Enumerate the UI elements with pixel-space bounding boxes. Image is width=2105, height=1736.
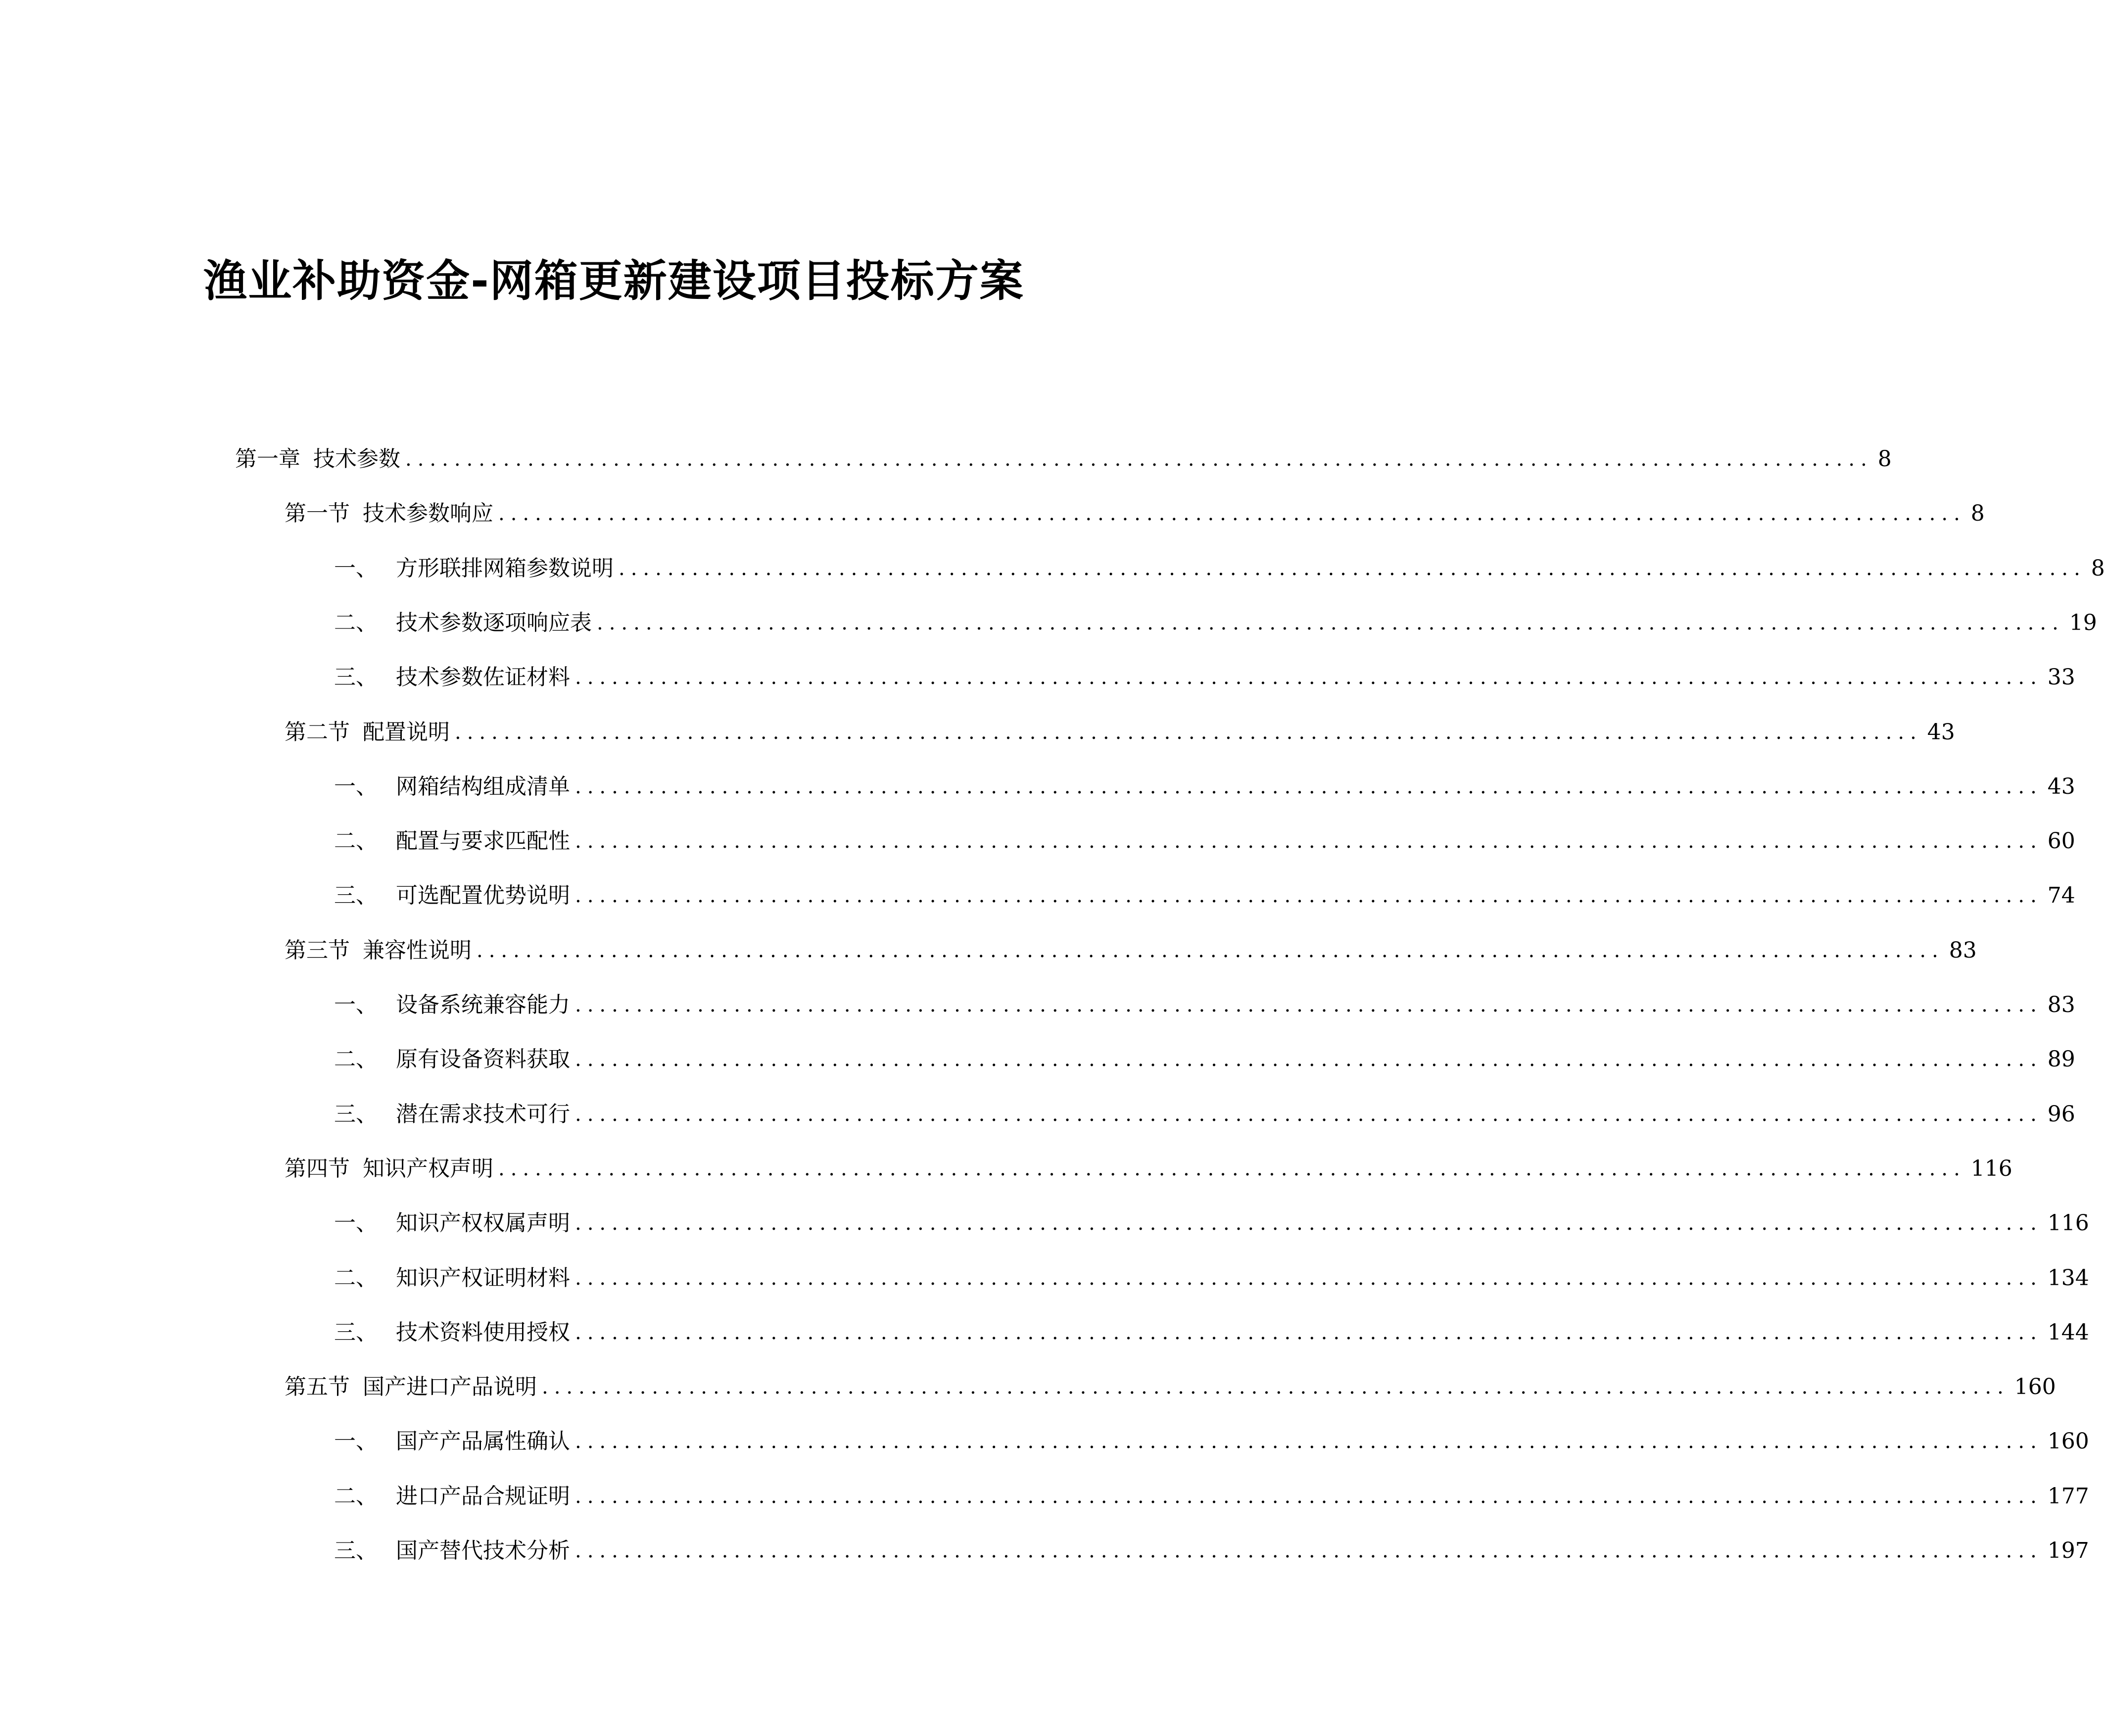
toc-entry[interactable] [334,1422,2089,1461]
toc-entry-page-number: 74 [2047,883,2075,909]
toc-entry-number: 第四节 [285,1156,350,1181]
toc-entry-number: 第五节 [285,1374,350,1400]
toc-entry[interactable] [285,1149,2012,1189]
toc-dot-leader: ........................................................................................................................ [455,721,1922,744]
toc-entry-number: 一、 [334,1210,378,1236]
toc-entry-page-number: 83 [1949,937,1977,963]
toc-entry-label: 技术参数逐项响应表 [396,610,592,635]
toc-entry-page-number: 19 [2069,610,2097,635]
document-title: 渔业补助资金-网箱更新建设项目投标方案 [203,255,1024,306]
toc-entry-page-number: 134 [2047,1265,2089,1291]
toc-entry-label: 知识产权权属声明 [396,1210,570,1236]
toc-entry-number: 一、 [334,992,378,1017]
toc-dot-leader: ........................................................................................................................ [597,611,2064,634]
toc-entry-page-number: 96 [2047,1101,2075,1127]
toc-entry-page-number: 33 [2047,665,2075,690]
toc-entry-number: 三、 [334,1319,378,1345]
toc-entry[interactable] [334,821,2075,861]
toc-dot-leader: ........................................................................................................................ [575,1212,2043,1235]
toc-entry-page-number: 8 [1970,501,1985,527]
toc-dot-leader: ........................................................................................................................ [498,1157,1966,1180]
toc-dot-leader: ........................................................................................................................ [575,1266,2043,1290]
toc-entry-page-number: 116 [1970,1156,2012,1181]
toc-entry-label: 国产产品属性确认 [396,1429,570,1454]
toc-entry[interactable] [334,658,2075,697]
toc-entry-label: 潜在需求技术可行 [396,1101,570,1127]
toc-entry[interactable] [334,549,2105,588]
toc-entry-page-number: 160 [2014,1374,2056,1400]
toc-entry-label: 设备系统兼容能力 [396,992,570,1017]
toc-entry[interactable] [334,1477,2089,1516]
toc-entry-number: 一、 [334,555,378,581]
toc-entry-label: 技术资料使用授权 [396,1319,570,1345]
toc-dot-leader: ........................................................................................................................ [405,448,1873,471]
toc-entry-label: 知识产权声明 [363,1156,493,1181]
toc-dot-leader: ........................................................................................................................ [575,1540,2043,1562]
toc-entry-page-number: 43 [2047,773,2075,799]
toc-entry[interactable] [334,876,2075,916]
toc-dot-leader: ........................................................................................................................ [575,1430,2043,1453]
toc-entry-number: 第一章 [235,446,300,472]
toc-dot-leader: ........................................................................................................................ [575,994,2043,1016]
toc-dot-leader: ........................................................................................................................ [575,1321,2043,1344]
toc-entry-label: 配置说明 [363,719,450,745]
toc-entry-label: 网箱结构组成清单 [396,773,570,799]
toc-dot-leader: ........................................................................................................................ [477,939,1944,962]
toc-dot-leader: ........................................................................................................................ [575,1485,2043,1508]
toc-dot-leader: ........................................................................................................................ [575,830,2043,853]
toc-entry-number: 三、 [334,883,378,909]
toc-entry-number: 二、 [334,610,378,635]
toc-entry-number: 二、 [334,828,378,854]
toc-dot-leader: ........................................................................................................................ [575,775,2043,798]
toc-dot-leader: ........................................................................................................................ [575,884,2043,908]
toc-entry[interactable] [334,1095,2075,1134]
toc-entry-label: 国产进口产品说明 [363,1374,537,1400]
toc-entry-page-number: 144 [2047,1319,2089,1345]
toc-dot-leader: ........................................................................................................................ [619,557,2086,580]
toc-entry-label: 国产替代技术分析 [396,1538,570,1563]
toc-entry-label: 技术参数佐证材料 [396,665,570,690]
toc-entry-label: 技术参数响应 [363,501,493,527]
toc-entry[interactable] [285,1367,2056,1407]
toc-entry-number: 第二节 [285,719,350,745]
toc-entry-label: 进口产品合规证明 [396,1483,570,1509]
toc-entry-number: 三、 [334,1538,378,1563]
toc-entry-page-number: 60 [2047,828,2075,854]
toc-entry-page-number: 43 [1927,719,1955,745]
toc-entry[interactable] [334,985,2075,1025]
toc-entry-number: 第三节 [285,937,350,963]
toc-entry[interactable] [334,603,2097,643]
toc-entry-label: 方形联排网箱参数说明 [396,555,614,581]
toc-entry-number: 二、 [334,1265,378,1291]
toc-entry-page-number: 177 [2047,1483,2089,1509]
toc-entry-number: 一、 [334,1429,378,1454]
toc-entry[interactable] [235,439,1892,479]
toc-entry-page-number: 8 [1877,446,1892,472]
toc-entry[interactable] [334,1204,2089,1243]
toc-entry-page-number: 83 [2047,992,2075,1017]
toc-entry-number: 三、 [334,1101,378,1127]
toc-entry-label: 可选配置优势说明 [396,883,570,909]
toc-entry-label: 兼容性说明 [363,937,472,963]
toc-dot-leader: ........................................................................................................................ [498,502,1966,526]
toc-entry-page-number: 116 [2047,1210,2089,1236]
toc-entry-number: 第一节 [285,501,350,527]
toc-entry-label: 知识产权证明材料 [396,1265,570,1291]
toc-entry[interactable] [334,1531,2089,1571]
toc-entry-label: 原有设备资料获取 [396,1047,570,1072]
toc-entry[interactable] [334,1258,2089,1298]
toc-dot-leader: ........................................................................................................................ [542,1376,2009,1399]
toc-entry-page-number: 89 [2047,1047,2075,1072]
toc-entry[interactable] [334,767,2075,807]
toc-entry-page-number: 8 [2091,555,2105,581]
toc-entry-number: 一、 [334,773,378,799]
toc-entry-number: 三、 [334,665,378,690]
toc-entry-page-number: 197 [2047,1538,2089,1563]
toc-entry[interactable] [285,931,1977,970]
toc-entry[interactable] [285,713,1955,752]
toc-entry[interactable] [334,1040,2075,1079]
toc-entry[interactable] [285,494,1985,533]
toc-entry-label: 配置与要求匹配性 [396,828,570,854]
toc-entry-page-number: 160 [2047,1429,2089,1454]
toc-dot-leader: ........................................................................................................................ [575,1103,2043,1126]
toc-entry-label: 技术参数 [313,446,400,472]
toc-entry-number: 二、 [334,1047,378,1072]
toc-entry-number: 二、 [334,1483,378,1509]
toc-dot-leader: ........................................................................................................................ [575,1048,2043,1071]
toc-dot-leader: ........................................................................................................................ [575,666,2043,689]
toc-entry[interactable] [334,1313,2089,1352]
